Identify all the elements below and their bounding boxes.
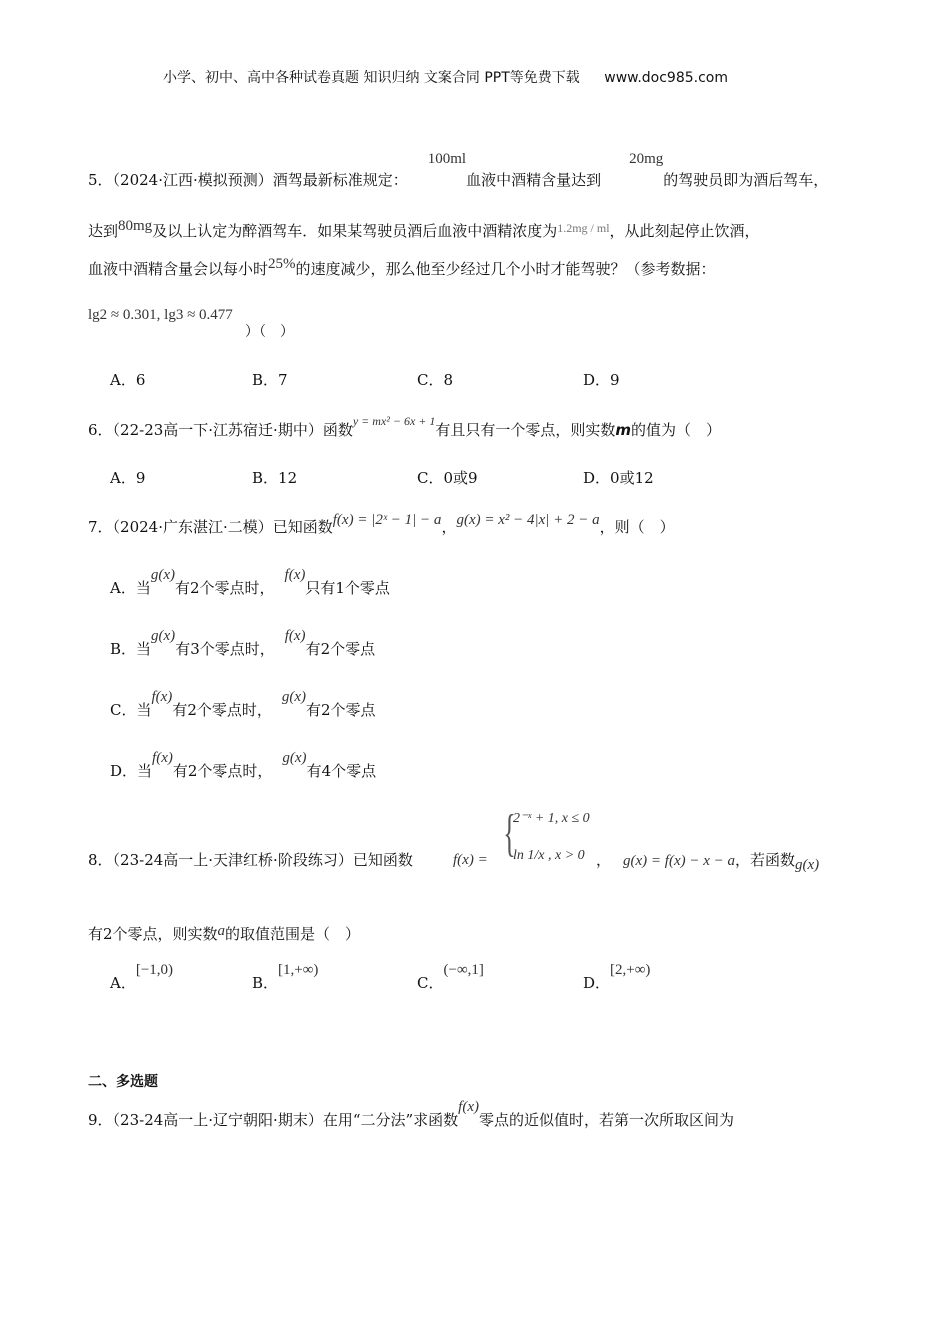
math: 25% xyxy=(268,256,296,272)
math: [2,+∞) xyxy=(610,962,651,978)
math: [1,+∞) xyxy=(278,962,319,978)
math: g(x) xyxy=(795,857,820,873)
question-5-line-1 xyxy=(88,151,829,191)
text: 血液中酒精含量达到 xyxy=(466,171,602,189)
math: f(x) = |2ˣ − 1| − a xyxy=(332,512,442,528)
option-b[interactable]: B．12 xyxy=(252,469,298,487)
text: 有4个零点 xyxy=(306,762,377,780)
option-label: A． xyxy=(110,974,136,992)
question-number: 8．（23-24高一上·天津红桥·阶段练习）已知函数 xyxy=(88,851,413,869)
math: f(x) xyxy=(284,628,306,644)
question-6-line xyxy=(88,414,722,441)
text: 有3个零点时， xyxy=(175,640,275,658)
header-url[interactable]: www.doc985.com xyxy=(604,70,728,86)
text: 达到 xyxy=(88,222,119,240)
option-label: B． xyxy=(252,974,279,992)
text: 的速度减少，那么他至少经过几个小时才能驾驶？（参考数据： xyxy=(295,260,716,278)
option-b[interactable] xyxy=(252,962,319,994)
math: 20mg xyxy=(629,151,664,167)
text: ，从此刻起停止饮酒， xyxy=(609,222,760,240)
text: 有2个零点时， xyxy=(175,579,275,597)
math: g(x) xyxy=(282,750,307,766)
question-8-line-1-tail xyxy=(596,850,819,871)
text: ，若函数 xyxy=(735,851,796,869)
math: 80mg xyxy=(118,218,153,234)
question-number: 6．（22-23高一下·江苏宿迁·期中）函数 xyxy=(88,421,353,439)
question-7-option-b[interactable] xyxy=(110,628,376,660)
question-5-line-3 xyxy=(88,256,716,280)
section-heading: 二、多选题 xyxy=(88,1074,158,1090)
question-8-line-1 xyxy=(88,850,413,870)
question-7-line xyxy=(88,512,675,538)
text: B．当 xyxy=(110,640,152,658)
text: 零点的近似值时，若第一次所取区间为 xyxy=(479,1111,735,1129)
math: g(x) xyxy=(150,567,175,583)
text: ， xyxy=(441,518,457,536)
question-7-option-a[interactable] xyxy=(110,567,390,599)
page-header xyxy=(163,68,728,88)
text: 及以上认定为醉酒驾车．如果某驾驶员酒后血液中酒精浓度为 xyxy=(152,222,558,240)
answer-bracket: ）（ ） xyxy=(245,324,294,340)
question-8-line-2 xyxy=(88,924,360,945)
question-number: 5．（2024·江西·模拟预测）酒驾最新标准规定： xyxy=(88,171,408,189)
option-c[interactable]: C．0或9 xyxy=(417,469,478,487)
question-number: 9．（23-24高一上·辽宁朝阳·期末）在用“二分法”求函数 xyxy=(88,1111,459,1129)
text: 有2个零点，则实数 xyxy=(88,925,218,943)
text: A．当 xyxy=(110,579,151,597)
math: g(x) = x² − 4|x| + 2 − a xyxy=(456,512,600,528)
option-b[interactable]: B．7 xyxy=(252,371,288,389)
math: 100ml xyxy=(427,151,467,167)
math: g(x) xyxy=(281,689,307,705)
piecewise-case-1: 2⁻ˣ + 1, x ≤ 0 xyxy=(513,811,590,826)
text: 的值为（ ） xyxy=(631,421,722,439)
option-c[interactable] xyxy=(417,962,484,994)
text: ， xyxy=(596,851,612,869)
math-var: a xyxy=(217,923,226,939)
math: [−1,0) xyxy=(135,962,174,978)
reference-data: lg2 ≈ 0.301, lg3 ≈ 0.477 xyxy=(88,307,233,323)
math: g(x) xyxy=(151,628,176,644)
text: 有2个零点时， xyxy=(172,701,272,719)
text: 的取值范围是（ ） xyxy=(225,925,361,943)
text: ，则（ ） xyxy=(599,518,675,536)
math: f(x) xyxy=(151,689,173,705)
option-d[interactable] xyxy=(583,962,651,994)
text: C．当 xyxy=(110,701,152,719)
math: 1.2mg / ml xyxy=(557,221,610,235)
math: (−∞,1] xyxy=(443,962,484,978)
option-c[interactable]: C．8 xyxy=(417,371,454,389)
text: 血液中酒精含量会以每小时 xyxy=(88,260,269,278)
question-5-line-2 xyxy=(88,218,760,242)
math: f(x) xyxy=(284,567,306,583)
math: y = mx² − 6x + 1 xyxy=(352,414,436,428)
text: 有且只有一个零点，则实数 xyxy=(435,421,616,439)
question-number: 7．（2024·广东湛江·二模）已知函数 xyxy=(88,518,333,536)
question-7-option-d[interactable] xyxy=(110,750,377,782)
option-a[interactable] xyxy=(110,962,174,994)
math: f(x) xyxy=(458,1099,479,1115)
text: D．当 xyxy=(110,762,153,780)
question-7-option-c[interactable] xyxy=(110,689,376,721)
piecewise-label: f(x) = xyxy=(453,852,488,868)
text: 有2个零点 xyxy=(305,640,376,658)
text: 有2个零点时， xyxy=(172,762,273,780)
math-var: m xyxy=(615,421,632,439)
option-label: D． xyxy=(583,974,611,992)
math: f(x) xyxy=(152,750,173,766)
piecewise-case-2: ln 1/x , x > 0 xyxy=(513,848,585,863)
math: g(x) = f(x) − x − a xyxy=(623,853,736,869)
option-d[interactable]: D．0或12 xyxy=(583,469,654,487)
option-d[interactable]: D．9 xyxy=(583,371,620,389)
option-a[interactable]: A．6 xyxy=(110,371,146,389)
brace: { xyxy=(503,805,516,862)
question-9-line xyxy=(88,1099,735,1131)
header-text: 小学、初中、高中各种试卷真题 知识归纳 文案合同 PPT等免费下载 xyxy=(163,70,580,86)
text: 有2个零点 xyxy=(306,701,376,719)
text: 只有1个零点 xyxy=(305,579,390,597)
option-a[interactable]: A．9 xyxy=(110,469,146,487)
option-label: C． xyxy=(417,974,444,992)
text: 的驾驶员即为酒后驾车， xyxy=(663,171,829,189)
